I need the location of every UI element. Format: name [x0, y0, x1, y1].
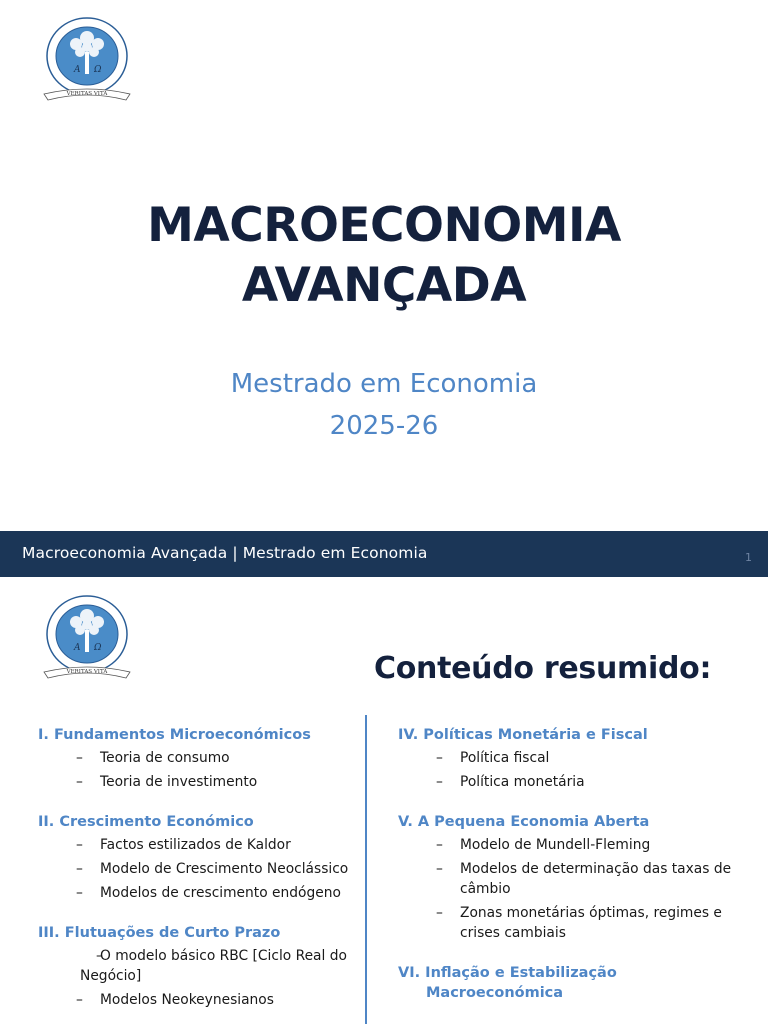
contents-slide	[0, 577, 768, 1024]
university-seal-logo	[38, 592, 136, 680]
title-line-2: AVANÇADA	[241, 258, 527, 313]
list-item: – Teoria de investimento	[38, 772, 358, 792]
list-item: – Zonas monetárias óptimas, regimes e crises cambiais	[398, 903, 738, 943]
list-item: – Modelos de determinação das taxas de câmbio	[398, 859, 738, 899]
logo-motto: VERITAS VITA	[66, 669, 108, 675]
section-title: III. Flutuações de Curto Prazo	[38, 925, 281, 941]
list-item: – Factos estilizados de Kaldor	[38, 835, 358, 855]
section-title	[398, 963, 738, 1003]
section-fundamentos	[38, 725, 358, 792]
footer-bar	[0, 531, 768, 577]
section-title: V. A Pequena Economia Aberta	[398, 814, 650, 830]
logo-omega: Ω	[94, 65, 102, 75]
logo-alpha: A	[74, 643, 81, 653]
list-item: – Política monetária	[398, 772, 738, 792]
page-number: 1	[745, 551, 752, 564]
subtitle-line-1: Mestrado em Economia	[230, 369, 538, 399]
list-item: – Modelo de Mundell-Fleming	[398, 835, 738, 855]
logo-omega: Ω	[94, 643, 102, 653]
university-seal-logo	[38, 14, 136, 102]
list-item: – Modelos Neokeynesianos	[38, 990, 358, 1010]
slide-title	[0, 196, 768, 316]
list-item: – Teoria de consumo	[38, 748, 358, 768]
section-title: II. Crescimento Económico	[38, 814, 254, 830]
contents-left-column	[38, 725, 358, 1024]
section-flutuacoes	[38, 923, 358, 1010]
subtitle-line-2: 2025-26	[329, 411, 439, 441]
section-title-line-1: VI. Inflação e Estabilização	[398, 965, 617, 981]
section-inflacao	[398, 963, 738, 1003]
list-item: – Modelo de Crescimento Neoclássico	[38, 859, 358, 879]
section-title: I. Fundamentos Microeconómicos	[38, 727, 311, 743]
slide-subtitle	[0, 363, 768, 447]
column-divider	[365, 715, 367, 1024]
section-politicas	[398, 725, 738, 792]
contents-right-column	[398, 725, 738, 1023]
list-item: – Modelos de crescimento endógeno	[38, 883, 358, 903]
section-title-line-2: Macroeconómica	[426, 985, 564, 1001]
contents-heading: Conteúdo resumido:	[374, 651, 712, 686]
title-line-1: MACROECONOMIA	[147, 198, 621, 253]
logo-motto: VERITAS VITA	[66, 91, 108, 97]
logo-alpha: A	[74, 65, 81, 75]
list-item: – O modelo básico RBC [Ciclo Real do Negócio]	[38, 946, 358, 986]
footer-text: Macroeconomia Avançada | Mestrado em Economia	[22, 544, 428, 562]
list-item: – Política fiscal	[398, 748, 738, 768]
section-crescimento	[38, 812, 358, 903]
section-economia-aberta	[398, 812, 738, 943]
section-title: IV. Políticas Monetária e Fiscal	[398, 727, 648, 743]
